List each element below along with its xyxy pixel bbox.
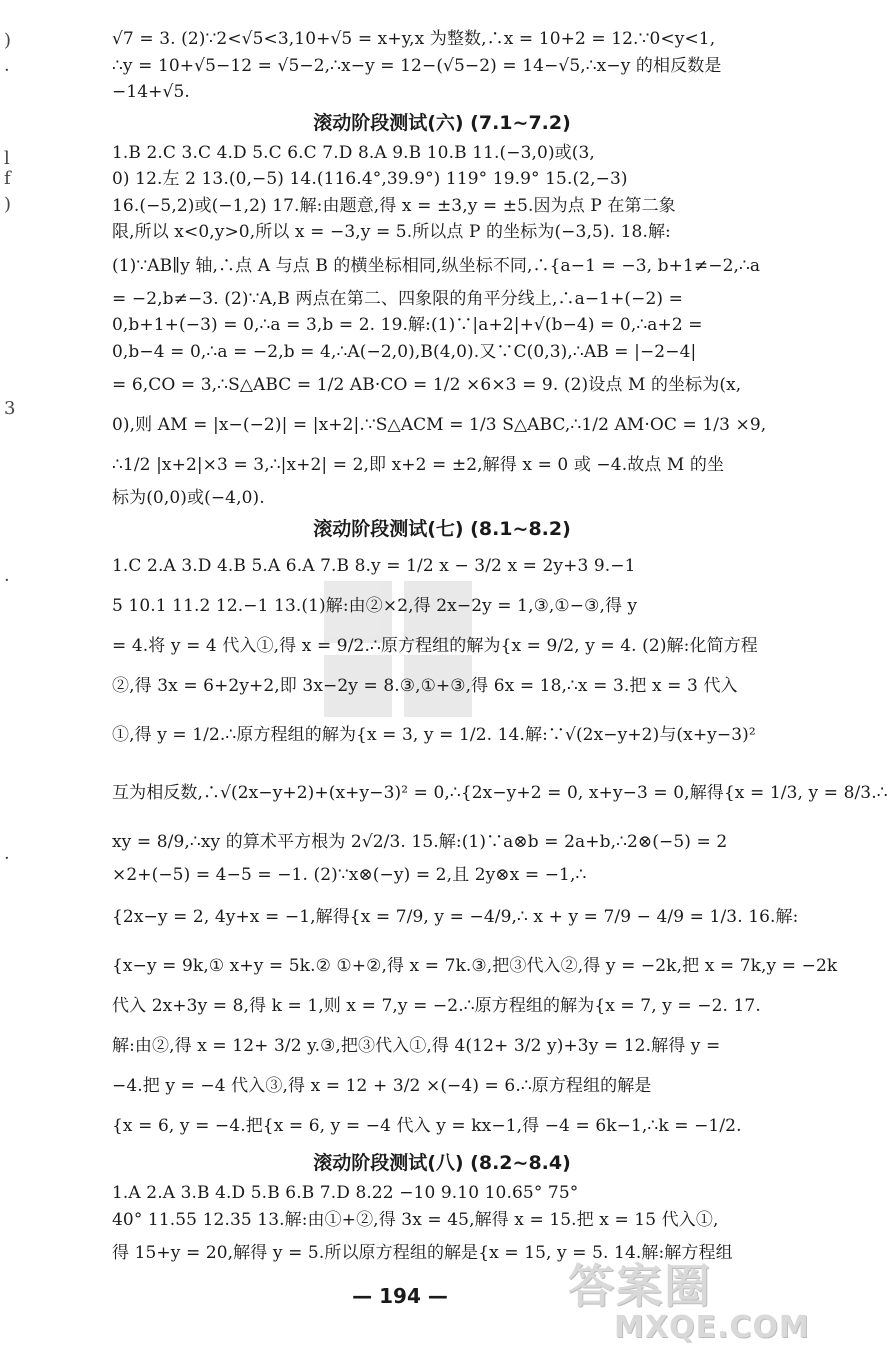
- text-line: ①,得 y = 1/2.∴原方程组的解为{x = 3, y = 1/2. 14.解:∵√(2x−y+2)与(x+y−3)²: [112, 724, 756, 745]
- text-line: {2x−y = 2, 4y+x = −1,解得{x = 7/9, y = −4/9,∴ x + y = 7/9 − 4/9 = 1/3. 16.解:: [112, 907, 799, 927]
- logo-text: 答案圈: [568, 1259, 712, 1313]
- margin-mark: ·: [4, 60, 10, 81]
- text-line: 40° 11.55 12.35 13.解:由①+②,得 3x = 45,解得 x = 15.把 x = 15 代入①,: [112, 1209, 719, 1230]
- text-line: (1)∵AB∥y 轴,∴点 A 与点 B 的横坐标相同,纵坐标不同,∴{a−1 = −3, b+1≠−2,∴a: [112, 255, 761, 276]
- text-line: 16.(−5,2)或(−1,2) 17.解:由题意,得 x = ±3,y = ±5.因为点 P 在第二象: [112, 195, 676, 216]
- page-number: — 194 —: [352, 1284, 448, 1308]
- margin-mark: ): [4, 30, 12, 51]
- text-line: 解:由②,得 x = 12+ 3/2 y.③,把③代入①,得 4(12+ 3/2 y)+3y = 12.解得 y =: [112, 1036, 721, 1056]
- text-line: ∴1/2 |x+2|×3 = 3,∴|x+2| = 2,即 x+2 = ±2,解得 x = 0 或 −4.故点 M 的坐: [112, 455, 725, 475]
- text-line: ∴y = 10+√5−12 = √5−2,∴x−y = 12−(√5−2) = 14−√5,∴x−y 的相反数是: [112, 55, 722, 76]
- text-line: 0,b+1+(−3) = 0,∴a = 3,b = 2. 19.解:(1)∵|a+2|+√(b−4) = 0,∴a+2 =: [112, 315, 703, 335]
- margin-mark: 3: [4, 398, 16, 419]
- margin-mark: ·: [4, 570, 10, 591]
- margin-mark: f: [4, 168, 11, 189]
- margin-mark: l: [4, 148, 10, 169]
- text-line: ②,得 3x = 6+2y+2,即 3x−2y = 8.③,①+③,得 6x = 18,∴x = 3.把 x = 3 代入: [112, 675, 738, 696]
- section-continued-answers: [112, 26, 772, 106]
- text-line: 1.A 2.A 3.B 4.D 5.B 6.B 7.D 8.22 −10 9.10 10.65° 75°: [112, 1183, 579, 1203]
- text-line: 限,所以 x<0,y>0,所以 x = −3,y = 5.所以点 P 的坐标为(−3,5). 18.解:: [112, 222, 671, 242]
- text-line: 标为(0,0)或(−4,0).: [112, 488, 265, 508]
- text-line: = 6,CO = 3,∴S△ABC = 1/2 AB·CO = 1/2 ×6×3 = 9. (2)设点 M 的坐标为(x,: [112, 375, 742, 395]
- text-line: 1.C 2.A 3.D 4.B 5.A 6.A 7.B 8.y = 1/2 x − 3/2 x = 2y+3 9.−1: [112, 555, 636, 576]
- margin-mark: ): [4, 194, 12, 215]
- section-heading: 滚动阶段测试(七) (8.1~8.2): [313, 517, 571, 540]
- margin-mark: ·: [4, 848, 10, 869]
- text-line: 5 10.1 11.2 12.−1 13.(1)解:由②×2,得 2x−2y = 1,③,①−③,得 y: [112, 595, 638, 616]
- logo-url: MXQE.COM: [614, 1310, 810, 1345]
- section-heading: 滚动阶段测试(六) (7.1~7.2): [313, 111, 571, 134]
- text-line: 得 15+y = 20,解得 y = 5.所以原方程组的解是{x = 15, y = 5. 14.解:解方程组: [112, 1243, 733, 1263]
- text-line: 互为相反数,∴√(2x−y+2)+(x+y−3)² = 0,∴{2x−y+2 = 0, x+y−3 = 0,解得{x = 1/3, y = 8/3.∴: [112, 782, 888, 803]
- text-line: = −2,b≠−3. (2)∵A,B 两点在第二、四象限的角平分线上,∴a−1+(−2) =: [112, 288, 683, 309]
- text-line: 代入 2x+3y = 8,得 k = 1,则 x = 7,y = −2.∴原方程组的解为{x = 7, y = −2. 17.: [112, 996, 761, 1016]
- binding-margin-marks: [0, 0, 40, 1354]
- text-line: −4.把 y = −4 代入③,得 x = 12 + 3/2 ×(−4) = 6.∴原方程组的解是: [112, 1076, 652, 1096]
- section-test-7: [112, 514, 888, 1147]
- text-line: {x−y = 9k,① x+y = 5k.② ①+②,得 x = 7k.③,把③代入②,得 y = −2k,把 x = 7k,y = −2k: [112, 956, 838, 976]
- answer-key-content: [112, 26, 888, 1273]
- text-line: 1.B 2.C 3.C 4.D 5.C 6.C 7.D 8.A 9.B 10.B 11.(−3,0)或(3,: [112, 142, 595, 163]
- text-line: xy = 8/9,∴xy 的算术平方根为 2√2/3. 15.解:(1)∵a⊗b = 2a+b,∴2⊗(−5) = 2: [112, 831, 728, 852]
- text-line: {x = 6, y = −4.把{x = 6, y = −4 代入 y = kx−1,得 −4 = 6k−1,∴k = −1/2.: [112, 1116, 742, 1136]
- section-test-6: [112, 108, 772, 512]
- section-heading: 滚动阶段测试(八) (8.2~8.4): [313, 1152, 571, 1174]
- text-line: = 4.将 y = 4 代入①,得 x = 9/2.∴原方程组的解为{x = 9/2, y = 4. (2)解:化简方程: [112, 635, 758, 656]
- text-line: 0,b−4 = 0,∴a = −2,b = 4,∴A(−2,0),B(4,0).又∵C(0,3),∴AB = |−2−4|: [112, 341, 697, 362]
- text-line: ×2+(−5) = 4−5 = −1. (2)∵x⊗(−y) = 2,且 2y⊗x = −1,∴: [112, 864, 587, 885]
- text-line: 0) 12.左 2 13.(0,−5) 14.(116.4°,39.9°) 119° 19.9° 15.(2,−3): [112, 169, 628, 189]
- text-line: −14+√5.: [112, 82, 190, 102]
- text-line: 0),则 AM = |x−(−2)| = |x+2|.∵S△ACM = 1/3 S△ABC,∴1/2 AM·OC = 1/3 ×9,: [112, 415, 767, 435]
- watermark-logo: [550, 1250, 810, 1350]
- text-line: √7 = 3. (2)∵2<√5<3,10+√5 = x+y,x 为整数,∴x = 10+2 = 12.∵0<y<1,: [112, 29, 716, 49]
